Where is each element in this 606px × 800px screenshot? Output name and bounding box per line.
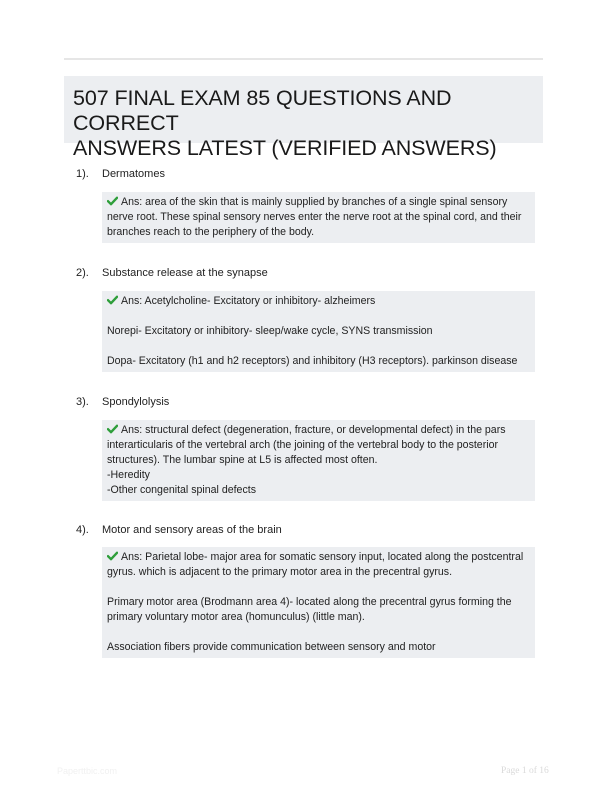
title-box	[64, 76, 543, 160]
question-number: 3).	[76, 396, 89, 408]
answer-line: Ans: Acetylcholine- Excitatory or inhibitory- alzheimers	[121, 295, 376, 307]
answer-line: -Heredity	[107, 469, 150, 481]
top-rule	[64, 58, 543, 60]
answer-line: nerve root. These spinal sensory nerves enter the nerve root at the spinal cord, and their	[107, 211, 522, 223]
question-text: Substance release at the synapse	[102, 267, 268, 279]
answer-line: Association fibers provide communication between sensory and motor	[107, 641, 436, 653]
answer-box-3	[102, 420, 535, 501]
check-icon	[107, 424, 118, 434]
answer-box-2	[102, 291, 535, 372]
answer-line: primary voluntary motor area (homunculus) (little man).	[107, 611, 365, 623]
answer-line: -Other congenital spinal defects	[107, 484, 256, 496]
answer-line: Ans: area of the skin that is mainly supplied by branches of a single spinal sensory	[121, 196, 508, 208]
answer-line: Ans: Parietal lobe- major area for somatic sensory input, located along the postcentral	[121, 551, 524, 563]
answer-line: Dopa- Excitatory (h1 and h2 receptors) and inhibitory (H3 receptors). parkinson disease	[107, 355, 518, 367]
check-icon	[107, 295, 118, 305]
question-text: Dermatomes	[102, 168, 165, 180]
question-text: Spondylolysis	[102, 396, 170, 408]
answer-line: branches reach to the periphery of the body.	[107, 226, 315, 238]
footer-page-number: Page 1 of 16	[501, 766, 549, 776]
answer-line: interarticularis of the vertebral arch (the joining of the vertebral body to the posterior	[107, 439, 498, 451]
answer-box-4	[102, 547, 535, 658]
check-icon	[107, 196, 118, 206]
question-text: Motor and sensory areas of the brain	[102, 524, 282, 536]
document-title-line-1: 507 FINAL EXAM 85 QUESTIONS AND CORRECT	[73, 86, 452, 135]
answer-line: structures). The lumbar spine at L5 is affected most often.	[107, 454, 378, 466]
question-number: 1).	[76, 168, 89, 180]
document-title-line-2: ANSWERS LATEST (VERIFIED ANSWERS)	[73, 136, 497, 160]
answer-line: Norepi- Excitatory or inhibitory- sleep/wake cycle, SYNS transmission	[107, 325, 433, 337]
question-number: 2).	[76, 267, 89, 279]
check-icon	[107, 551, 118, 561]
answer-box-1	[102, 192, 535, 243]
answer-line: gyrus. which is adjacent to the primary motor area in the precentral gyrus.	[107, 566, 453, 578]
answer-line: Primary motor area (Brodmann area 4)- located along the precentral gyrus forming the	[107, 596, 512, 608]
footer-source: Paperttbic.com	[57, 766, 118, 776]
answer-line: Ans: structural defect (degeneration, fracture, or developmental defect) in the pars	[121, 424, 506, 436]
question-number: 4).	[76, 524, 89, 536]
